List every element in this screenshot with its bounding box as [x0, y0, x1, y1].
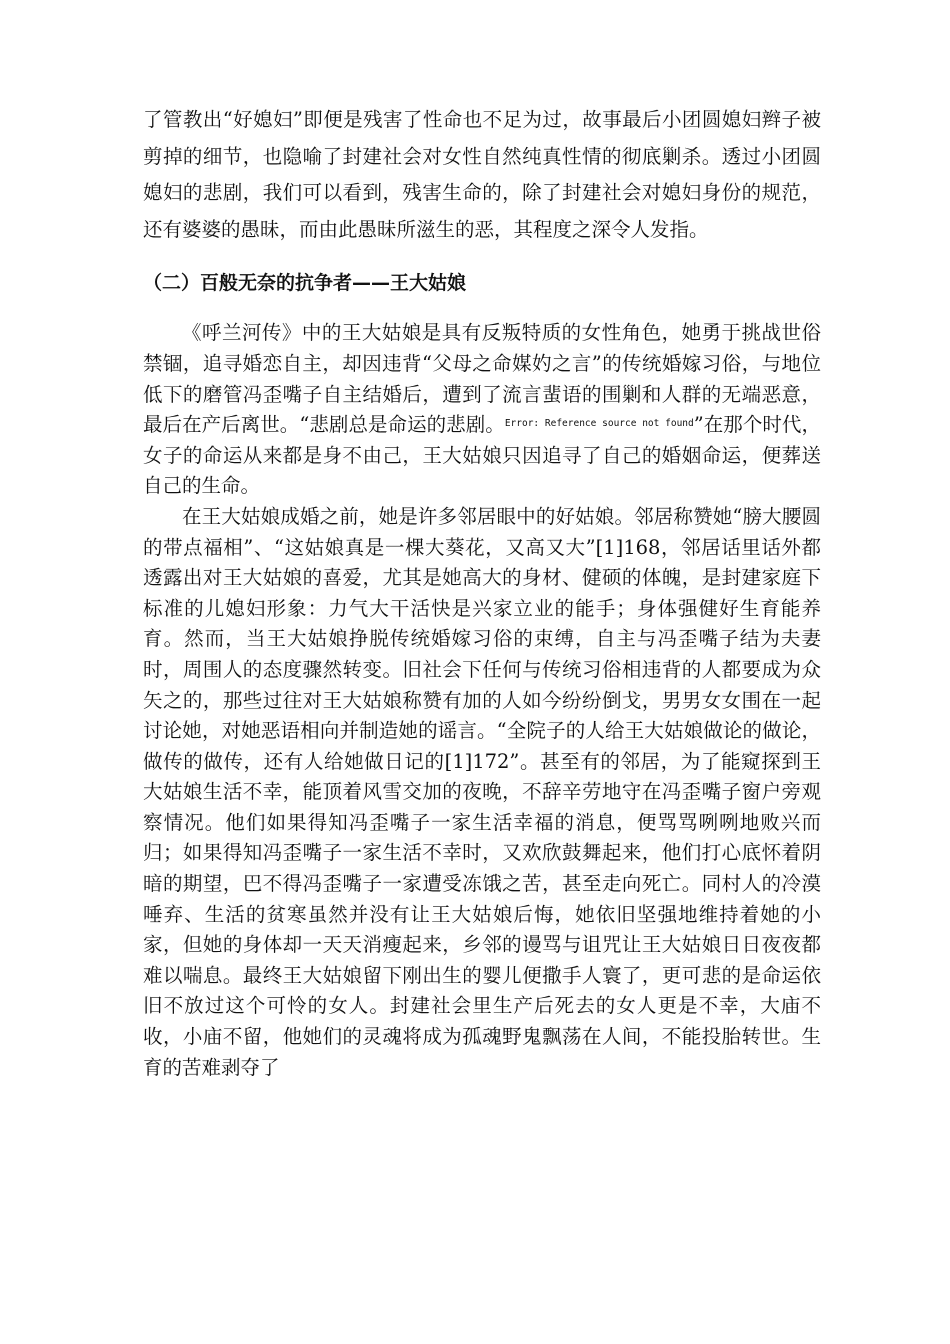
paragraph-intro: 了管教出“好媳妇”即便是残害了性命也不足为过，故事最后小团圆媳妇辫子被剪掉的细节，也隐喻了封建社会对女性自然纯真性情的彻底剿杀。透过小团圆媳妇的悲剧，我们可以看到，残害生命的，除了封建社会对媳妇身份的规范，还有婆婆的愚昧，而由此愚昧所滋生的恶，其程度之深令人发指。: [143, 108, 821, 241]
paragraph-wang-intro-text-b: ”在那个时代，女子的命运从来都是身不由己，王大姑娘只因追寻了自己的婚姻命运，便葬送自己的生命。: [143, 413, 821, 498]
document-page: [143, 102, 821, 1083]
paragraph-wang-intro: [143, 318, 821, 502]
paragraph-wang-story: 在王大姑娘成婚之前，她是许多邻居眼中的好姑娘。邻居称赞她“膀大腰圆的带点福相”、“这姑娘真是一棵大葵花，又高又大”[1]168，邻居话里话外都透露出对王大姑娘的喜爱，尤其是她高大的身材、健硕的体魄，是封建家庭下标准的儿媳妇形象：力气大干活快是兴家立业的能手；身体强健好生育能养育。然而，当王大姑娘挣脱传统婚嫁习俗的束缚，自主与冯歪嘴子结为夫妻时，周围人的态度骤然转变。旧社会下任何与传统习俗相违背的人都要成为众矢之的，那些过往对王大姑娘称赞有加的人如今纷纷倒戈，男男女女围在一起讨论她，对她恶语相向并制造她的谣言。“全院子的人给王大姑娘做论的做论，做传的做传，还有人给她做日记的[1]172”。甚至有的邻居，为了能窥探到王大姑娘生活不幸，能顶着风雪交加的夜晚，不辞辛劳地守在冯歪嘴子窗户旁观察情况。他们如果得知冯歪嘴子一家生活幸福的消息，便骂骂咧咧地败兴而归；如果得知冯歪嘴子一家生活不幸时，又欢欣鼓舞起来，他们打心底怀着阴暗的期望，巴不得冯歪嘴子一家遭受冻饿之苦，甚至走向死亡。同村人的冷漠唾弃、生活的贫寒虽然并没有让王大姑娘后悔，她依旧坚强地维持着她的小家，但她的身体却一天天消瘦起来，乡邻的谩骂与诅咒让王大姑娘日日夜夜都难以喘息。最终王大姑娘留下刚出生的婴儿便撒手人寰了，更可悲的是命运依旧不放过这个可怜的女人。封建社会里生产后死去的女人更是不幸，大庙不收，小庙不留，他她们的灵魂将成为孤魂野鬼飘荡在人间，不能投胎转世。生育的苦难剥夺了: [143, 504, 821, 1079]
reference-error-text: Error: Reference source not found: [504, 418, 694, 430]
paragraph-wang-intro-text-a: 《呼兰河传》中的王大姑娘是具有反叛特质的女性角色，她勇于挑战世俗禁锢，追寻婚恋自主，却因违背“父母之命媒妁之言”的传统婚嫁习俗，与地位低下的磨管冯歪嘴子自主结婚后，遭到了流言蜚语的围剿和人群的无端恶意，最后在产后离世。“悲剧总是命运的悲剧。: [143, 321, 821, 437]
section-heading: （二）百般无奈的抗争者——王大姑娘: [143, 272, 467, 295]
